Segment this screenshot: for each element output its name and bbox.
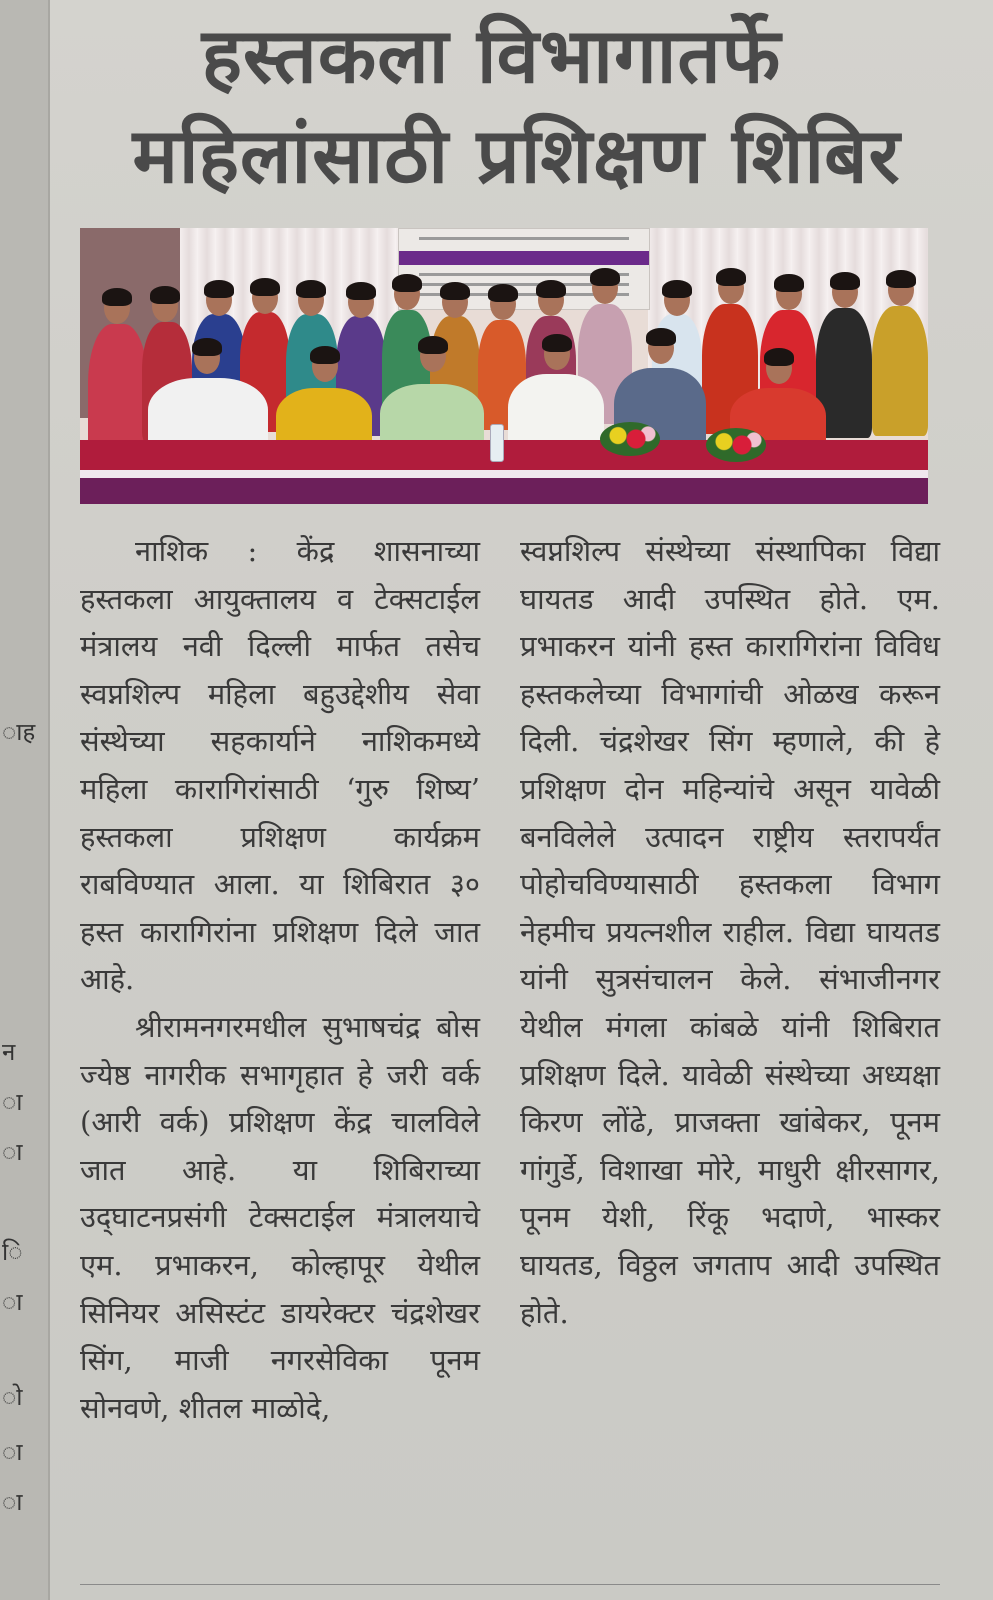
adjacent-column-strip — [0, 0, 50, 1600]
group-photo — [80, 228, 928, 504]
margin-fragment: न — [2, 1038, 16, 1066]
newspaper-clipping — [50, 0, 993, 1600]
person-head — [490, 288, 516, 320]
margin-fragment: ा — [2, 1438, 23, 1466]
person-head — [766, 352, 792, 384]
person-head — [544, 338, 570, 370]
margin-fragment: ाह — [2, 718, 36, 746]
article-paragraph: स्वप्नशिल्प संस्थेच्या संस्थापिका विद्या घायतड आदी उपस्थित होते. एम. प्रभाकरन यांनी हस्त कारागिरांना विविध हस्तकलेच्या विभागांची ओळख करून दिली. चंद्रशेखर सिंग म्हणाले, की हे प्रशिक्षण दोन महिन्यांचे असून यावेळी बनविलेले उत्पादन राष्ट्रीय स्तरापर्यंत पोहोचविण्यासाठी हस्तकला विभाग नेहमीच प्रयत्नशील राहील. विद्या घायतड यांनी सुत्रसंचालन केले. संभाजीनगर येथील मंगला कांबळे यांनी शिबिरात प्रशिक्षण दिले. यावेळी संस्थेच्या अध्यक्षा किरण लोंढे, प्राजक्ता खांबेकर, पूनम गांगुर्डे, विशाखा मोरे, माधुरी क्षीरसागर, पूनम येशी, रिंकू भदाणे, भास्कर घायतड, विठ्ठल जगताप आदी उपस्थित होते. — [520, 534, 940, 1330]
person-head — [442, 286, 468, 318]
person-head — [206, 284, 232, 316]
person-head — [194, 342, 220, 374]
article-column-left — [80, 528, 480, 1432]
person-head — [152, 290, 178, 322]
person-head — [648, 332, 674, 364]
margin-fragment: ा — [2, 1288, 23, 1316]
margin-fragment: ा — [2, 1138, 23, 1166]
margin-fragment: ा — [2, 1488, 23, 1516]
person-head — [312, 350, 338, 382]
bottom-rule — [80, 1584, 940, 1585]
person-head — [420, 340, 446, 372]
person-head — [776, 278, 802, 310]
person-head — [718, 272, 744, 304]
article-paragraph: नाशिक : केंद्र शासनाच्या हस्तकला आयुक्तालय व टेक्सटाईल मंत्रालय नवी दिल्ली मार्फत तसेच स्वप्नशिल्प महिला बहुउद्देशीय सेवा संस्थेच्या सहकार्याने नाशिकमध्ये महिला कारागिरांसाठी ‘गुरु शिष्य’ हस्तकला प्रशिक्षण कार्यक्रम राबविण्यात आला. या शिबिरात ३० हस्त कारागिरांना प्रशिक्षण दिले जात आहे. — [80, 534, 480, 997]
person-head — [298, 284, 324, 316]
person-head — [104, 292, 130, 324]
headline-line-1: हस्तकला विभागातर्फे — [201, 11, 782, 100]
article-column-right — [520, 528, 940, 1337]
margin-fragment: ा — [2, 1088, 23, 1116]
person-head — [832, 276, 858, 308]
water-bottle — [490, 424, 504, 462]
person-head — [664, 284, 690, 316]
person-head — [348, 286, 374, 318]
person-figure — [872, 306, 928, 436]
margin-fragment: ो — [2, 1383, 23, 1411]
person-head — [538, 284, 564, 316]
flower-bouquet — [706, 428, 766, 462]
person-head — [888, 274, 914, 306]
headline-line-2: महिलांसाठी प्रशिक्षण शिबिर — [132, 111, 901, 200]
person-head — [394, 278, 420, 310]
flower-bouquet — [600, 422, 660, 456]
person-head — [252, 282, 278, 314]
stage-table — [80, 440, 928, 504]
margin-fragment: ि — [2, 1238, 23, 1266]
article-paragraph: श्रीरामनगरमधील सुभाषचंद्र बोस ज्येष्ठ नागरीक सभागृहात हे जरी वर्क (आरी वर्क) प्रशिक्षण केंद्र चालविले जात आहे. या शिबिराच्या उद्‌घाटनप्रसंगी टेक्सटाईल मंत्रालयाचे एम. प्रभाकरन, कोल्हापूर येथील सिनियर असिस्टंट डायरेक्टर चंद्रशेखर सिंग, माजी नगरसेविका पूनम सोनवणे, शीतल माळोदे, — [80, 1009, 480, 1425]
person-head — [592, 272, 618, 304]
